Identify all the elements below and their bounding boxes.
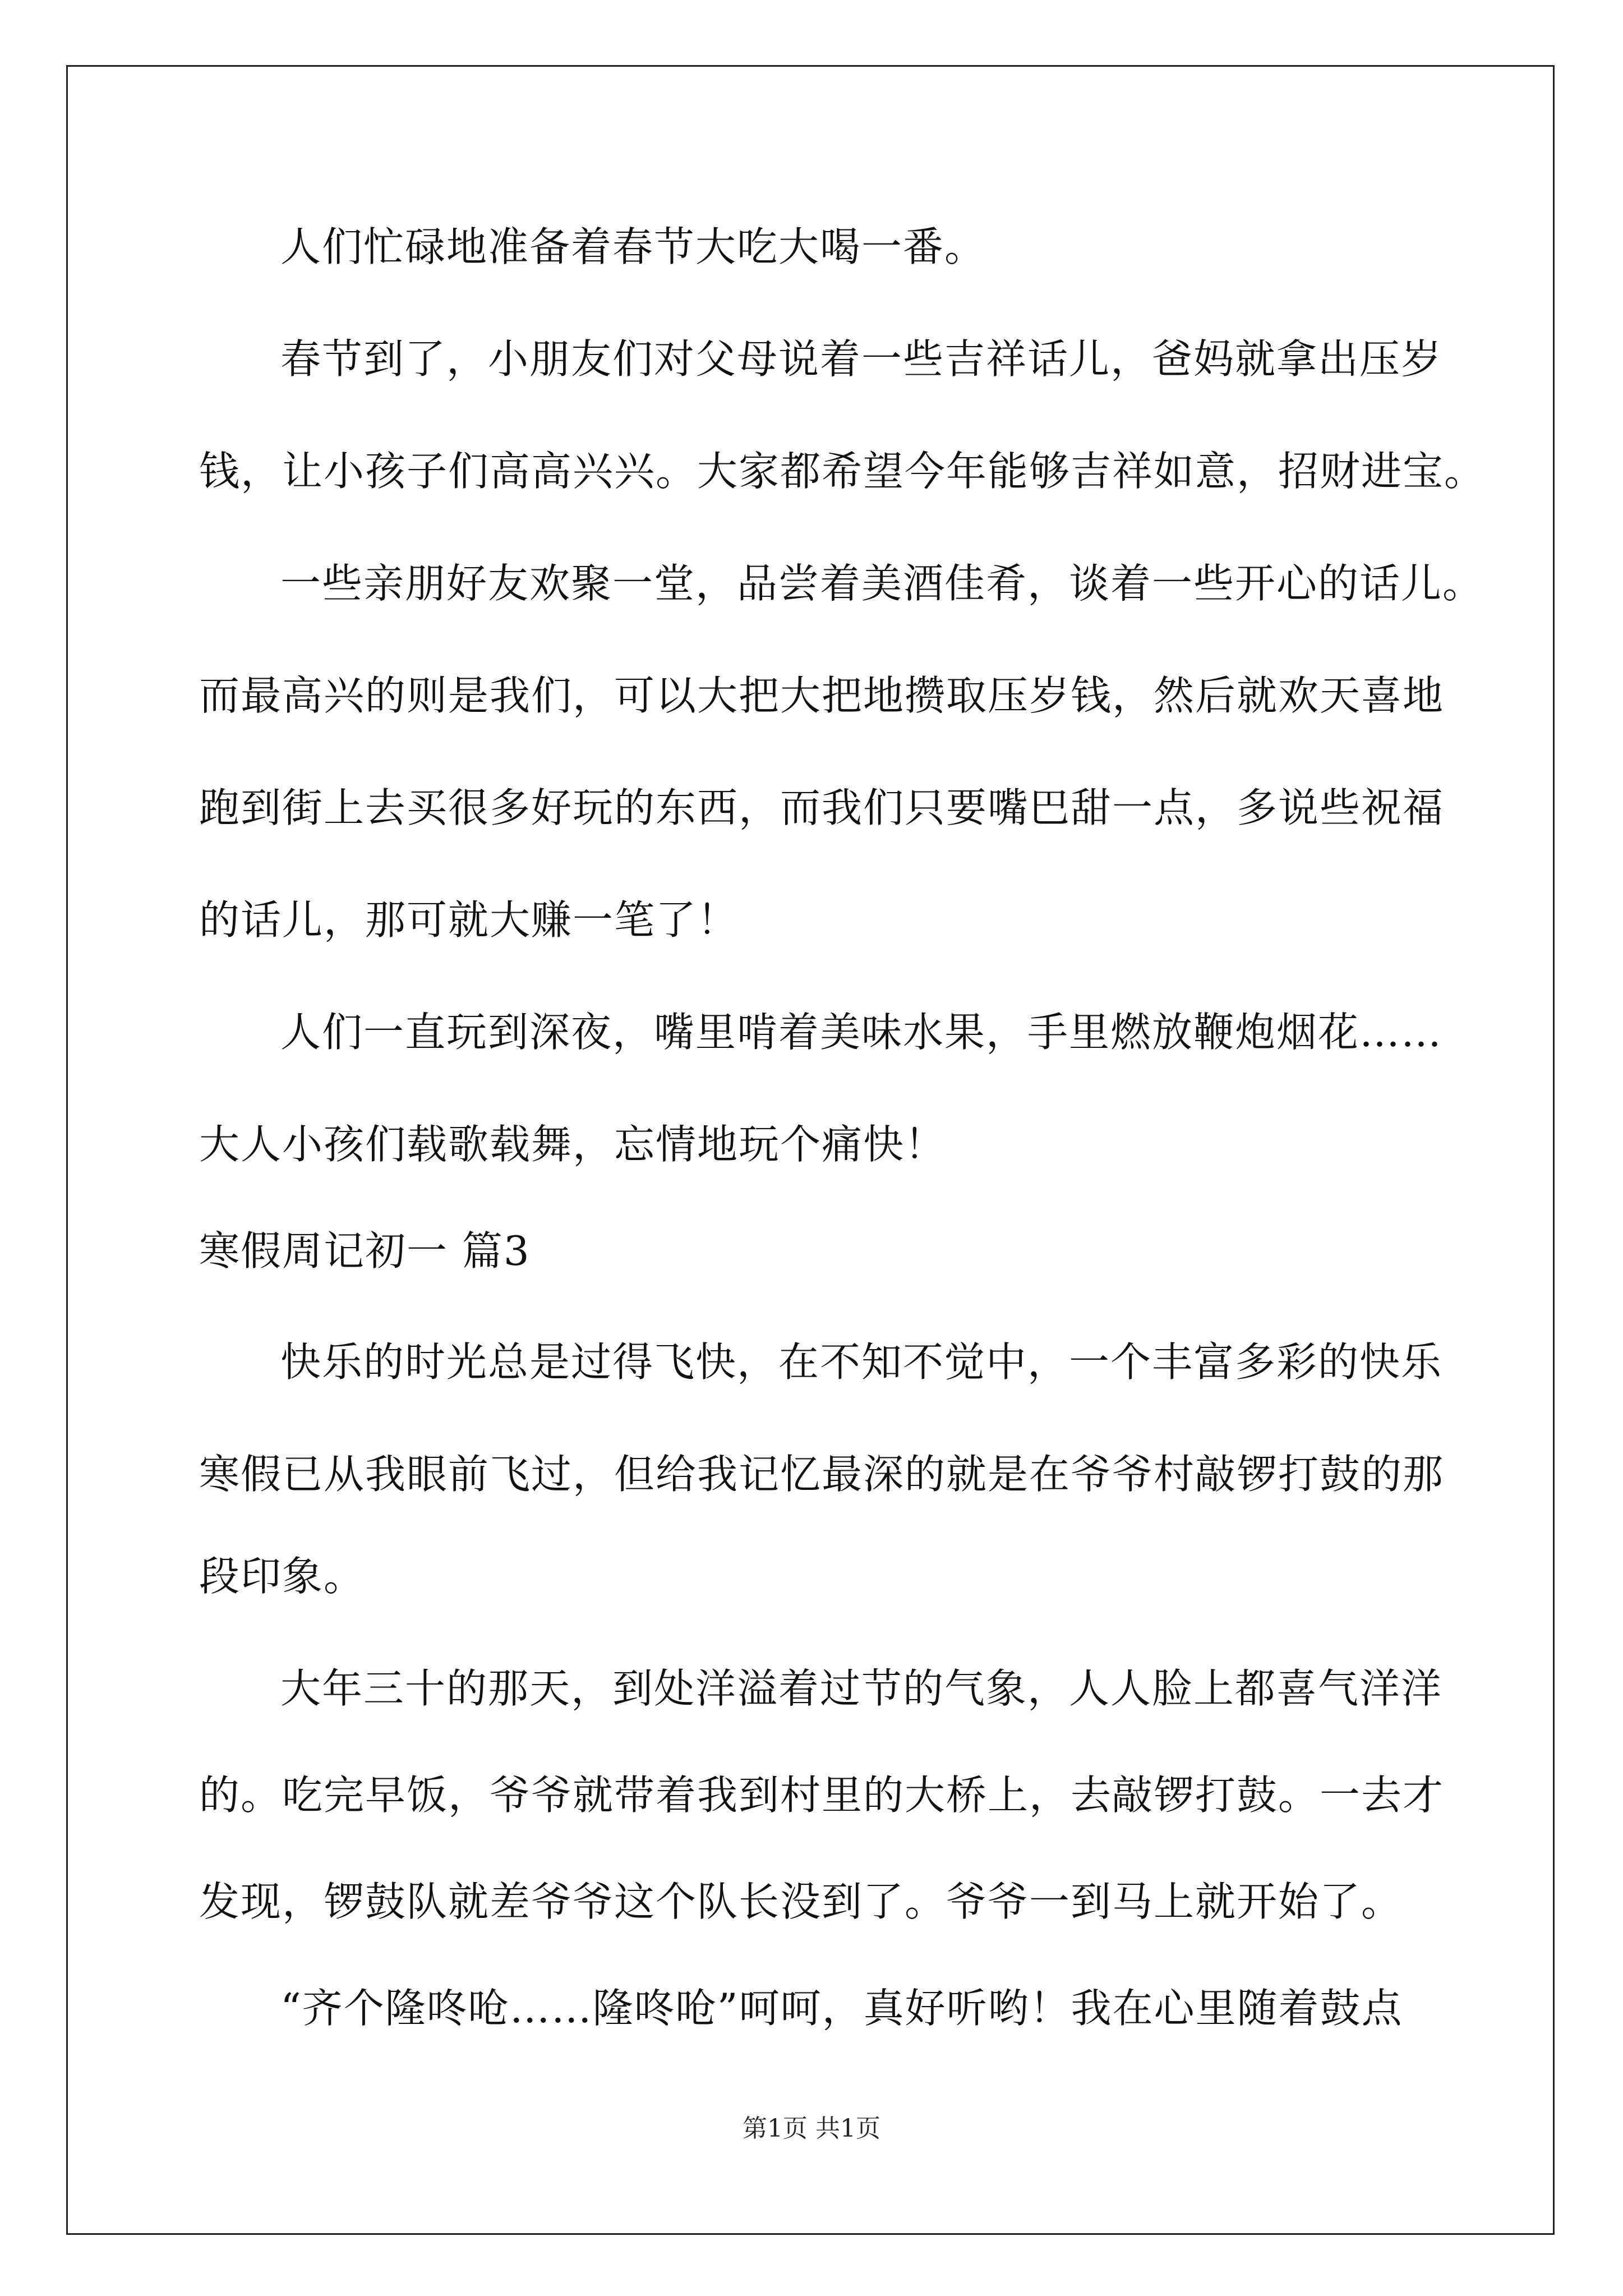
- paragraph-line: “齐个隆咚呛……隆咚呛”呵呵，真好听哟！我在心里随着鼓点: [280, 1985, 1403, 2032]
- paragraph-line: 大人小孩们载歌载舞，忘情地玩个痛快！: [199, 1121, 947, 1168]
- paragraph-line: 而最高兴的则是我们，可以大把大把地攒取压岁钱，然后就欢天喜地: [199, 672, 1445, 719]
- paragraph-line: 人们忙碌地准备着春节大吃大喝一番。: [280, 223, 986, 270]
- paragraph-line: 快乐的时光总是过得飞快，在不知不觉中，一个丰富多彩的快乐: [280, 1338, 1443, 1386]
- paragraph-line: 段印象。: [199, 1553, 366, 1600]
- paragraph-line: 一些亲朋好友欢聚一堂，品尝着美酒佳肴，谈着一些开心的话儿。: [280, 560, 1484, 607]
- paragraph-line: 大年三十的那天，到处洋溢着过节的气象，人人脸上都喜气洋洋: [280, 1665, 1443, 1712]
- paragraph-line: 春节到了，小朋友们对父母说着一些吉祥话儿，爸妈就拿出压岁: [280, 335, 1443, 383]
- paragraph-line: 的。吃完早饭，爷爷就带着我到村里的大桥上，去敲锣打鼓。一去才: [199, 1772, 1445, 1819]
- paragraph-line: 钱，让小孩子们高高兴兴。大家都希望今年能够吉祥如意，招财进宝。: [199, 448, 1486, 495]
- paragraph-line: 跑到街上去买很多好玩的东西，而我们只要嘴巴甜一点，多说些祝福: [199, 784, 1445, 831]
- paragraph-line: 发现，锣鼓队就差爷爷这个队长没到了。爷爷一到马上就开始了。: [199, 1878, 1403, 1925]
- section-heading: 寒假周记初一 篇3: [199, 1227, 531, 1274]
- paragraph-line: 人们一直玩到深夜，嘴里啃着美味水果，手里燃放鞭炮烟花……: [280, 1009, 1443, 1056]
- page-footer: 第1页 共1页: [743, 2114, 880, 2143]
- paragraph-line: 的话儿，那可就大赚一笔了！: [199, 896, 739, 944]
- paragraph-line: 寒假已从我眼前飞过，但给我记忆最深的就是在爷爷村敲锣打鼓的那: [199, 1451, 1445, 1498]
